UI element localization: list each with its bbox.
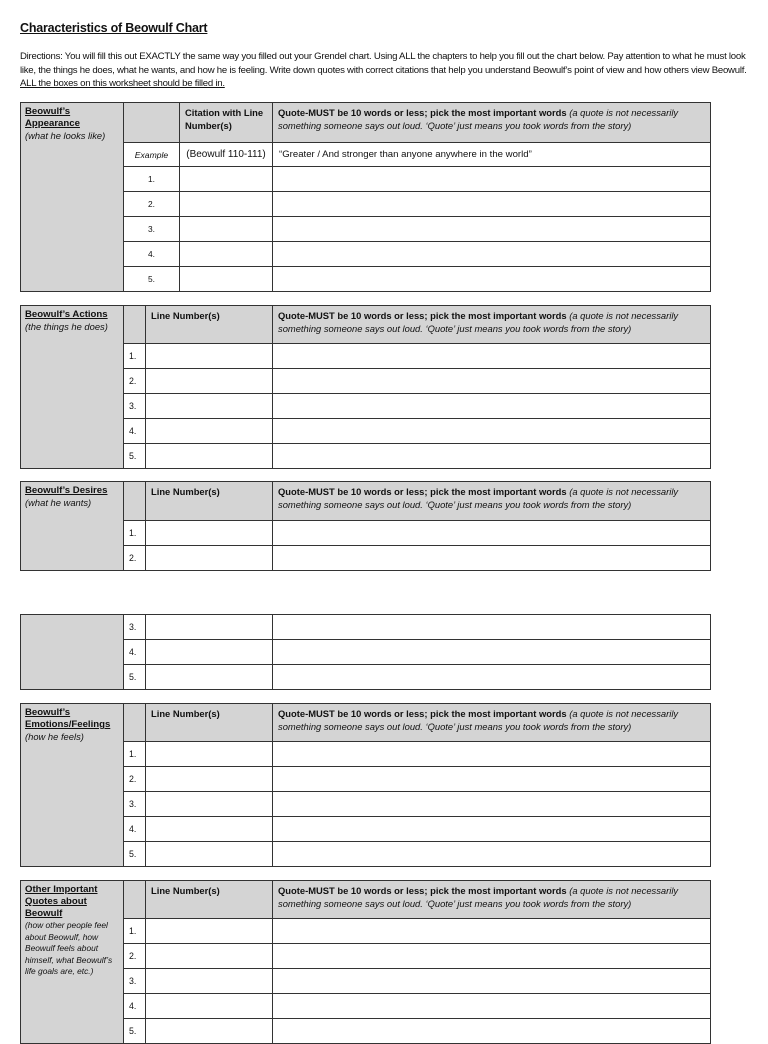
row-number: 5. bbox=[124, 1019, 146, 1044]
line-number-header: Line Number(s) bbox=[146, 306, 273, 344]
quote-header-italic: (a quote is not necessarily something someone says out loud. ‘Quote’ just means you took words from the story) bbox=[278, 708, 679, 732]
other-quotes-title: Other Important Quotes about Beowulf bbox=[25, 884, 98, 919]
quote-field[interactable] bbox=[273, 742, 711, 767]
quote-header bbox=[273, 306, 711, 344]
row-number: 1. bbox=[124, 742, 146, 767]
row-number: 3. bbox=[124, 969, 146, 994]
emotions-category-cell bbox=[21, 704, 124, 867]
example-citation: (Beowulf 110-111) bbox=[180, 143, 273, 167]
quote-field[interactable] bbox=[273, 944, 711, 969]
quote-field[interactable] bbox=[273, 444, 711, 469]
citation-field[interactable] bbox=[180, 267, 273, 292]
quote-field[interactable] bbox=[273, 817, 711, 842]
quote-field[interactable] bbox=[273, 242, 711, 267]
quote-header-bold: Quote-MUST be 10 words or less; pick the most important words bbox=[278, 310, 567, 321]
line-number-field[interactable] bbox=[146, 640, 273, 665]
desires-blank-header bbox=[124, 482, 146, 521]
appearance-subtitle: (what he looks like) bbox=[25, 130, 106, 141]
quote-field[interactable] bbox=[273, 842, 711, 867]
citation-header: Citation with Line Number(s) bbox=[180, 103, 273, 143]
line-number-field[interactable] bbox=[146, 419, 273, 444]
line-number-field[interactable] bbox=[146, 615, 273, 640]
row-number: 2. bbox=[124, 192, 180, 217]
example-quote: “Greater / And stronger than anyone anywhere in the world” bbox=[273, 143, 711, 167]
row-number: 3. bbox=[124, 615, 146, 640]
actions-table bbox=[20, 305, 711, 469]
quote-header-italic: (a quote is not necessarily something someone says out loud. ‘Quote’ just means you took words from the story) bbox=[278, 107, 679, 131]
quote-field[interactable] bbox=[273, 344, 711, 369]
emotions-title: Beowulf’s Emotions/Feelings bbox=[25, 707, 111, 730]
citation-field[interactable] bbox=[180, 217, 273, 242]
appearance-blank-header bbox=[124, 103, 180, 143]
emotions-blank-header bbox=[124, 704, 146, 742]
line-number-field[interactable] bbox=[146, 842, 273, 867]
quote-header-bold: Quote-MUST be 10 words or less; pick the most important words bbox=[278, 708, 567, 719]
row-number: 1. bbox=[124, 344, 146, 369]
directions-text: Directions: You will fill this out EXACTLY the same way you filled out your Grendel chart. Using ALL the chapters to help you fill out the chart below. Pay attention to what he must look like, the things he does, what he wants, and how he is feeling. Write down quotes with correct citations that help you understand Beowulf’s point of view and how others view Beowulf. bbox=[20, 51, 747, 76]
line-number-field[interactable] bbox=[146, 444, 273, 469]
other-quotes-category-cell bbox=[21, 881, 124, 1044]
row-number: 4. bbox=[124, 419, 146, 444]
quote-field[interactable] bbox=[273, 767, 711, 792]
desires-subtitle: (what he wants) bbox=[25, 497, 92, 508]
quote-header-italic: (a quote is not necessarily something someone says out loud. ‘Quote’ just means you took words from the story) bbox=[278, 486, 679, 510]
line-number-field[interactable] bbox=[146, 919, 273, 944]
quote-header-italic: (a quote is not necessarily something someone says out loud. ‘Quote’ just means you took words from the story) bbox=[278, 310, 679, 334]
line-number-field[interactable] bbox=[146, 344, 273, 369]
quote-field[interactable] bbox=[273, 521, 711, 546]
quote-field[interactable] bbox=[273, 969, 711, 994]
line-number-field[interactable] bbox=[146, 665, 273, 690]
actions-subtitle: (the things he does) bbox=[25, 321, 108, 332]
quote-field[interactable] bbox=[273, 994, 711, 1019]
row-number: 1. bbox=[124, 167, 180, 192]
quote-field[interactable] bbox=[273, 1019, 711, 1044]
quote-header-bold: Quote-MUST be 10 words or less; pick the most important words bbox=[278, 885, 567, 896]
line-number-header: Line Number(s) bbox=[146, 482, 273, 521]
row-number: 5. bbox=[124, 842, 146, 867]
quote-field[interactable] bbox=[273, 217, 711, 242]
row-number: 2. bbox=[124, 369, 146, 394]
directions bbox=[20, 50, 748, 91]
desires-category-cell bbox=[21, 482, 124, 571]
other-quotes-blank-header bbox=[124, 881, 146, 919]
line-number-field[interactable] bbox=[146, 792, 273, 817]
row-number: 3. bbox=[124, 217, 180, 242]
quote-field[interactable] bbox=[273, 792, 711, 817]
appearance-title: Beowulf’s Appearance bbox=[25, 106, 80, 129]
quote-header bbox=[273, 881, 711, 919]
line-number-field[interactable] bbox=[146, 394, 273, 419]
row-number: 1. bbox=[124, 521, 146, 546]
page-title: Characteristics of Beowulf Chart bbox=[20, 21, 208, 35]
row-number: 4. bbox=[124, 817, 146, 842]
row-number: 4. bbox=[124, 242, 180, 267]
quote-field[interactable] bbox=[273, 192, 711, 217]
row-number: 2. bbox=[124, 546, 146, 571]
citation-field[interactable] bbox=[180, 242, 273, 267]
quote-header bbox=[273, 482, 711, 521]
citation-field[interactable] bbox=[180, 192, 273, 217]
row-number: 1. bbox=[124, 919, 146, 944]
quote-field[interactable] bbox=[273, 419, 711, 444]
row-number: 5. bbox=[124, 665, 146, 690]
desires-title: Beowulf’s Desires bbox=[25, 485, 108, 496]
line-number-field[interactable] bbox=[146, 969, 273, 994]
other-quotes-subtitle: (how other people feel about Beowulf, how Beowulf feels about himself, what Beowulf’s life goals are, etc.) bbox=[25, 920, 113, 976]
line-number-field[interactable] bbox=[146, 994, 273, 1019]
quote-header bbox=[273, 103, 711, 143]
quote-field[interactable] bbox=[273, 167, 711, 192]
citation-field[interactable] bbox=[180, 167, 273, 192]
line-number-field[interactable] bbox=[146, 546, 273, 571]
quote-header-bold: Quote-MUST be 10 words or less; pick the most important words bbox=[278, 486, 567, 497]
row-number: 3. bbox=[124, 394, 146, 419]
row-number: 4. bbox=[124, 640, 146, 665]
appearance-table bbox=[20, 102, 711, 292]
quote-field[interactable] bbox=[273, 640, 711, 665]
line-number-field[interactable] bbox=[146, 817, 273, 842]
actions-category-cell bbox=[21, 306, 124, 469]
emotions-table bbox=[20, 703, 711, 867]
desires-continued-table bbox=[20, 614, 711, 690]
row-number: 5. bbox=[124, 444, 146, 469]
line-number-field[interactable] bbox=[146, 521, 273, 546]
quote-header-bold: Quote-MUST be 10 words or less; pick the most important words bbox=[278, 107, 567, 118]
quote-field[interactable] bbox=[273, 369, 711, 394]
quote-header-italic: (a quote is not necessarily something someone says out loud. ‘Quote’ just means you took words from the story) bbox=[278, 885, 679, 909]
line-number-field[interactable] bbox=[146, 944, 273, 969]
directions-underlined: ALL the boxes on this worksheet should be filled in. bbox=[20, 78, 225, 90]
desires-continued-category-cell bbox=[21, 615, 124, 690]
line-number-field[interactable] bbox=[146, 767, 273, 792]
row-number: 2. bbox=[124, 944, 146, 969]
emotions-subtitle: (how he feels) bbox=[25, 731, 84, 742]
quote-field[interactable] bbox=[273, 546, 711, 571]
row-number: 3. bbox=[124, 792, 146, 817]
actions-blank-header bbox=[124, 306, 146, 344]
quote-field[interactable] bbox=[273, 267, 711, 292]
appearance-category-cell bbox=[21, 103, 124, 292]
line-number-field[interactable] bbox=[146, 742, 273, 767]
row-number: 2. bbox=[124, 767, 146, 792]
other-quotes-table bbox=[20, 880, 711, 1044]
line-number-field[interactable] bbox=[146, 369, 273, 394]
example-label: Example bbox=[124, 143, 180, 167]
quote-field[interactable] bbox=[273, 615, 711, 640]
row-number: 4. bbox=[124, 994, 146, 1019]
quote-field[interactable] bbox=[273, 665, 711, 690]
actions-title: Beowulf’s Actions bbox=[25, 309, 108, 320]
line-number-field[interactable] bbox=[146, 1019, 273, 1044]
quote-header bbox=[273, 704, 711, 742]
quote-field[interactable] bbox=[273, 919, 711, 944]
line-number-header: Line Number(s) bbox=[146, 881, 273, 919]
line-number-header: Line Number(s) bbox=[146, 704, 273, 742]
row-number: 5. bbox=[124, 267, 180, 292]
desires-table bbox=[20, 481, 711, 571]
quote-field[interactable] bbox=[273, 394, 711, 419]
